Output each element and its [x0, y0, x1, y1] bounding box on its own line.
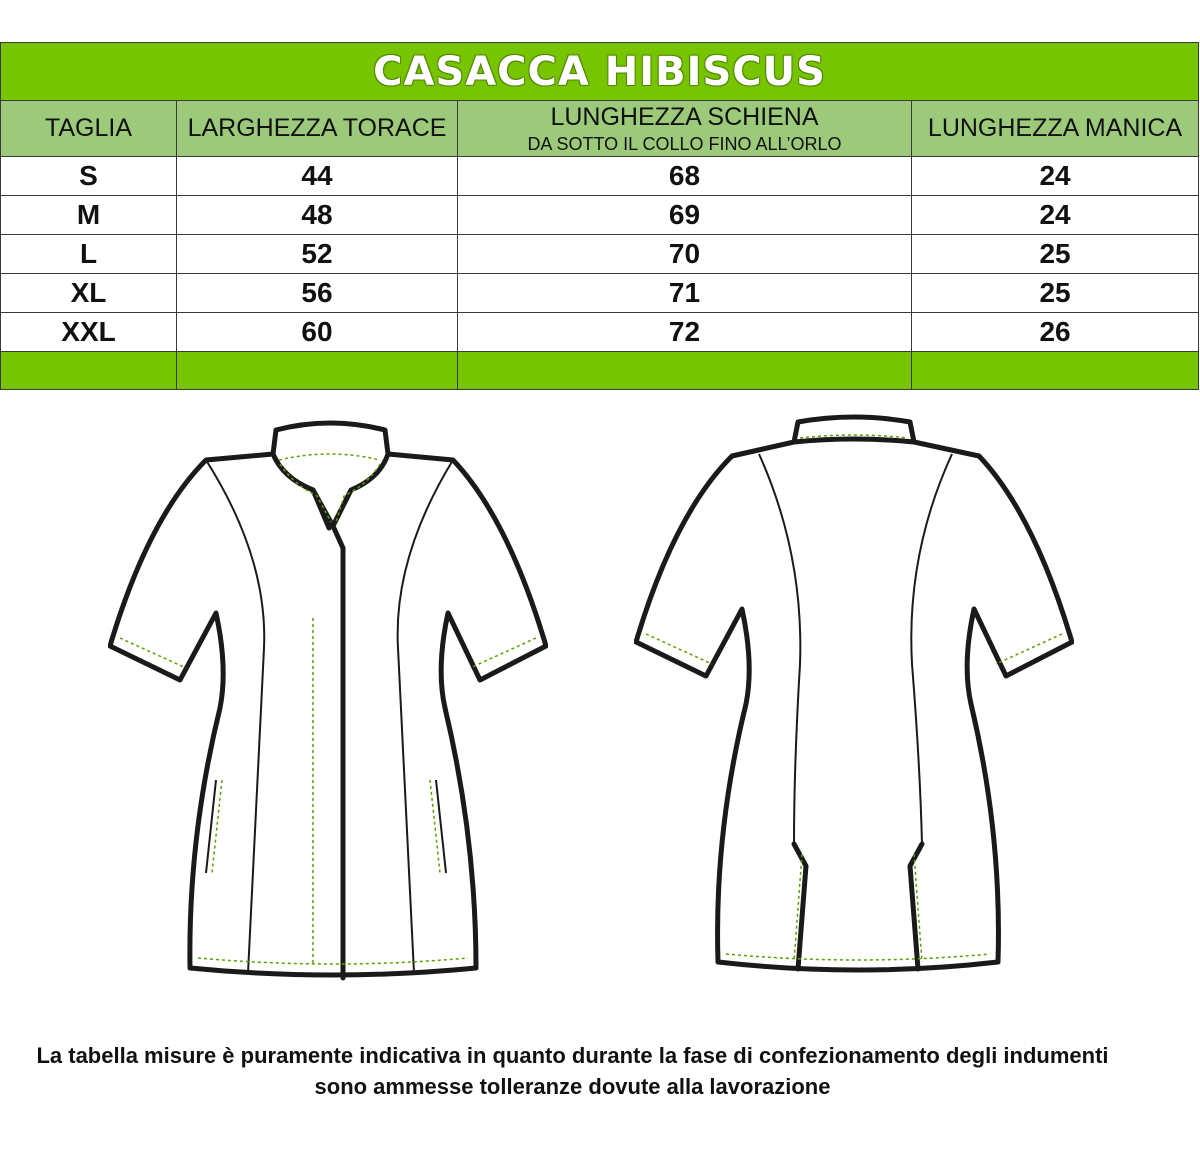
cell-chest: 60: [177, 313, 458, 352]
cell-sleeve: 24: [912, 157, 1199, 196]
table-row: [1, 157, 1199, 196]
footer-cell: [177, 352, 458, 390]
tunic-back-illustration: [634, 414, 1074, 984]
header-sleeve: LUNGHEZZA MANICA: [912, 101, 1199, 157]
cell-size: S: [1, 157, 177, 196]
cell-chest: 48: [177, 196, 458, 235]
cell-size: M: [1, 196, 177, 235]
footer-cell: [912, 352, 1199, 390]
cell-chest: 44: [177, 157, 458, 196]
cell-chest: 56: [177, 274, 458, 313]
title-bar: [1, 43, 1199, 101]
tunic-front-illustration: [108, 418, 548, 988]
header-back-label: LUNGHEZZA SCHIENA: [550, 102, 819, 131]
cell-size: XL: [1, 274, 177, 313]
cell-sleeve: 25: [912, 235, 1199, 274]
cell-back: 69: [458, 196, 912, 235]
footer-bar: [1, 352, 1199, 390]
footer-cell: [1, 352, 177, 390]
header-back-sublabel: DA SOTTO IL COLLO FINO ALL’ORLO: [527, 133, 842, 154]
table-row: [1, 313, 1199, 352]
cell-sleeve: 26: [912, 313, 1199, 352]
cell-size: XXL: [1, 313, 177, 352]
table-row: [1, 196, 1199, 235]
table-row: [1, 235, 1199, 274]
size-chart-table: [0, 42, 1199, 390]
disclaimer-line-2: sono ammesse tolleranze dovute alla lavorazione: [314, 1074, 831, 1099]
cell-chest: 52: [177, 235, 458, 274]
cell-back: 68: [458, 157, 912, 196]
table-row: [1, 274, 1199, 313]
footer-cell: [458, 352, 912, 390]
cell-back: 72: [458, 313, 912, 352]
header-row: [1, 101, 1199, 157]
cell-size: L: [1, 235, 177, 274]
cell-sleeve: 25: [912, 274, 1199, 313]
cell-sleeve: 24: [912, 196, 1199, 235]
cell-back: 70: [458, 235, 912, 274]
disclaimer-line-1: La tabella misure è puramente indicativa in quanto durante la fase di confezionamento degli indumenti: [36, 1043, 1109, 1068]
header-size: TAGLIA: [1, 101, 177, 157]
table-title: CASACCA HIBISCUS: [373, 48, 826, 95]
cell-back: 71: [458, 274, 912, 313]
header-chest: LARGHEZZA TORACE: [177, 101, 458, 157]
header-back: [458, 101, 912, 157]
